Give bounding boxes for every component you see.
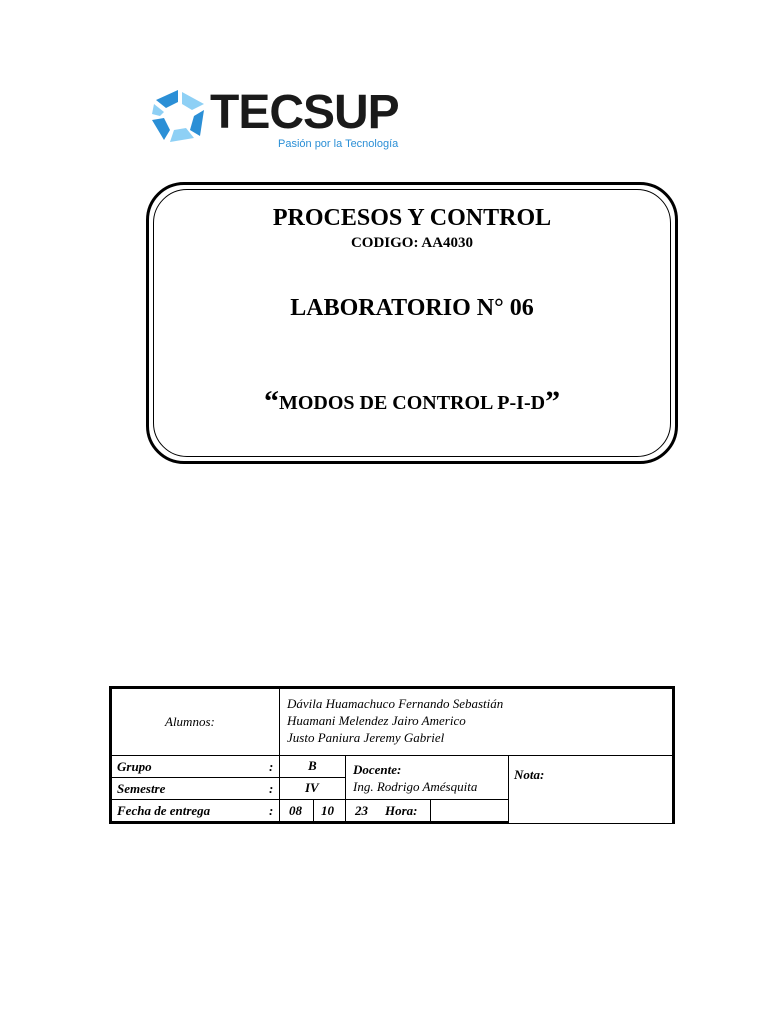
close-quote: ” bbox=[545, 385, 561, 418]
hour-label: Hora: bbox=[385, 803, 418, 818]
student-name: Justo Paniura Jeremy Gabriel bbox=[287, 730, 445, 745]
students-label: Alumnos: bbox=[165, 714, 215, 729]
course-title: PROCESOS Y CONTROL bbox=[272, 205, 552, 231]
teacher-label: Docente: bbox=[353, 762, 402, 777]
semester-label: Semestre bbox=[117, 781, 166, 796]
colon: : bbox=[269, 803, 274, 818]
date-month: 10 bbox=[321, 803, 334, 818]
student-name: Huamani Melendez Jairo Americo bbox=[287, 713, 466, 728]
colon: : bbox=[269, 781, 274, 796]
date-day: 08 bbox=[289, 803, 302, 818]
student-name: Dávila Huamachuco Fernando Sebastián bbox=[287, 696, 504, 711]
group-value: B bbox=[308, 758, 317, 773]
date-year: 23 bbox=[355, 803, 368, 818]
student-info-table bbox=[109, 686, 675, 824]
lab-number: LABORATORIO N° 06 bbox=[290, 295, 534, 321]
course-code: CODIGO: AA4030 bbox=[350, 235, 474, 251]
logo-tagline: Pasión por la Tecnología bbox=[278, 138, 399, 150]
lab-topic-text: MODOS DE CONTROL P-I-D bbox=[278, 392, 546, 414]
cover-title-box bbox=[146, 182, 678, 464]
semester-value: IV bbox=[305, 780, 319, 795]
teacher-name: Ing. Rodrigo Amésquita bbox=[353, 779, 478, 794]
tecsup-emblem-icon bbox=[148, 86, 208, 146]
grade-label: Nota: bbox=[514, 767, 545, 782]
group-label: Grupo bbox=[117, 759, 152, 774]
lab-topic bbox=[149, 385, 675, 419]
open-quote: “ bbox=[263, 385, 279, 418]
logo-wordmark: TECSUP bbox=[210, 86, 399, 139]
tecsup-logo bbox=[148, 86, 408, 156]
colon: : bbox=[269, 759, 274, 774]
date-label: Fecha de entrega bbox=[117, 803, 211, 818]
